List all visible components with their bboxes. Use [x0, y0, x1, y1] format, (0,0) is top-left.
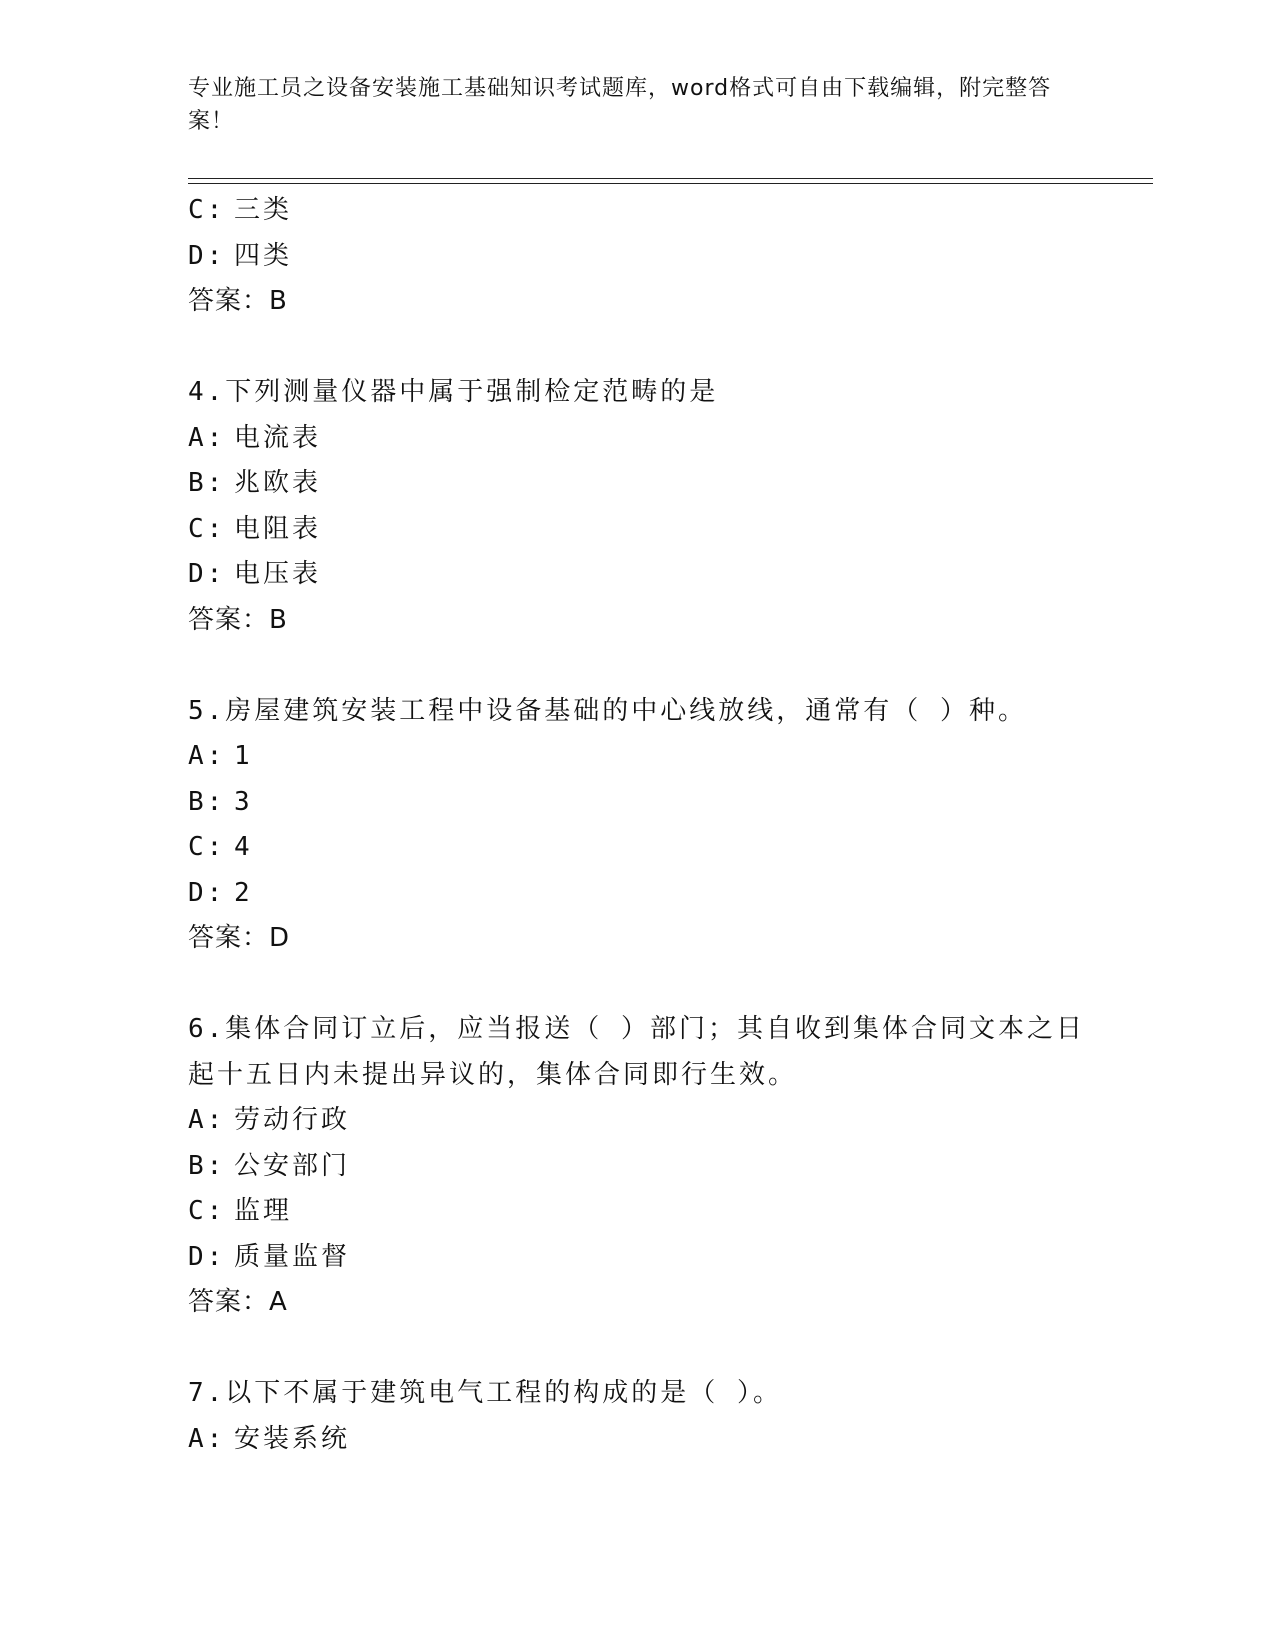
question-stem: 4.下列测量仪器中属于强制检定范畴的是	[188, 377, 719, 407]
option-d: D: 电压表	[188, 559, 322, 589]
question-stem: 6.集体合同订立后，应当报送（ ）部门；其自收到集体合同文本之日起十五日内未提出异议的，集体合同即行生效。	[188, 1014, 1085, 1090]
question-7	[188, 1371, 1088, 1462]
option-c: C: 监理	[188, 1196, 293, 1226]
answer-line: 答案：D	[188, 923, 291, 953]
option-d: D: 质量监督	[188, 1241, 351, 1272]
option-d: D: 四类	[188, 240, 293, 271]
answer-line: 答案：A	[188, 1287, 288, 1317]
option-c: C: 电阻表	[188, 513, 322, 544]
header-title: 专业施工员之设备安装施工基础知识考试题库，word格式可自由下载编辑，附完整答案！	[188, 76, 1052, 134]
option-b: B: 兆欧表	[188, 468, 322, 498]
option-a: A: 电流表	[188, 422, 322, 453]
question-stem: 7.以下不属于建筑电气工程的构成的是（ ）。	[188, 1378, 782, 1408]
option-c: C: 三类	[188, 195, 293, 225]
option-a: A: 劳动行政	[188, 1105, 351, 1135]
partial-question	[188, 188, 1088, 325]
question-4	[188, 370, 1088, 643]
question-5	[188, 689, 1088, 962]
answer-line: 答案：B	[188, 604, 288, 635]
document-header	[188, 72, 1068, 138]
answer-line: 答案：B	[188, 286, 288, 316]
header-rule-bottom	[188, 183, 1153, 184]
option-c: C: 4	[188, 832, 253, 862]
header-rule-top	[188, 178, 1153, 179]
option-d: D: 2	[188, 877, 253, 908]
option-b: B: 公安部门	[188, 1150, 351, 1181]
option-a: A: 安装系统	[188, 1423, 351, 1454]
option-a: A: 1	[188, 741, 253, 771]
question-stem: 5.房屋建筑安装工程中设备基础的中心线放线，通常有（ ）种。	[188, 695, 1027, 726]
question-6	[188, 1007, 1088, 1326]
question-content	[188, 188, 1088, 1462]
option-b: B: 3	[188, 786, 253, 817]
